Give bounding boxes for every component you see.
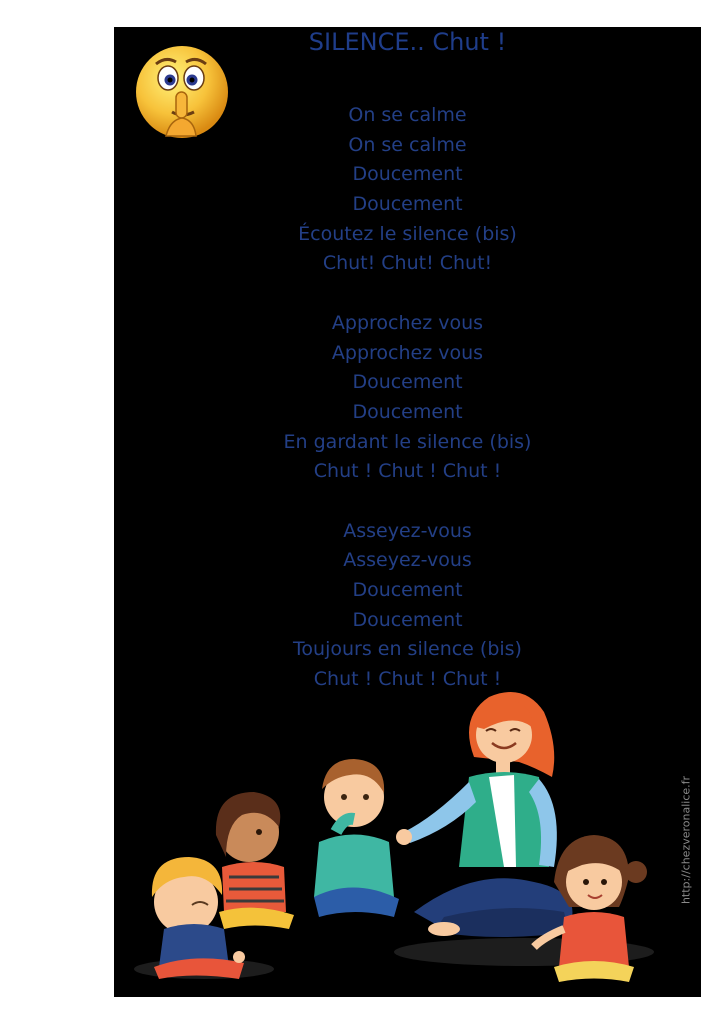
lyric-line: Doucement — [352, 400, 463, 423]
lyric-line: Asseyez-vous — [343, 549, 472, 572]
lyric-line: Asseyez-vous — [343, 519, 472, 542]
lyric-line: Approchez vous — [331, 341, 484, 364]
song-lyrics — [114, 101, 701, 724]
lyric-line: Chut! Chut! Chut! — [322, 252, 493, 275]
lyric-line: Doucement — [352, 608, 463, 631]
teacher-figure — [396, 692, 572, 937]
stanza-2 — [114, 309, 701, 487]
lyric-line: Écoutez le silence (bis) — [298, 222, 517, 245]
lyric-line: Doucement — [352, 193, 463, 216]
lyric-line: En gardant le silence (bis) — [283, 430, 532, 453]
lyric-line: Doucement — [352, 371, 463, 394]
song-title: SILENCE.. Chut ! — [308, 28, 507, 56]
girl-left-figure — [216, 792, 294, 929]
lyric-line: Toujours en silence (bis) — [293, 638, 522, 661]
lyric-line: Chut ! Chut ! Chut ! — [313, 460, 502, 483]
lyric-line: Doucement — [352, 163, 463, 186]
lyric-line: On se calme — [348, 133, 467, 156]
lyric-line: On se calme — [348, 104, 467, 126]
boy-shushing-figure — [314, 759, 399, 917]
website-url: http://chezveronalice.fr — [679, 775, 693, 905]
stanza-1 — [114, 101, 701, 279]
lyric-line: Doucement — [352, 579, 463, 601]
lyric-line: Approchez vous — [331, 311, 484, 334]
lyric-line: Chut ! Chut ! Chut ! — [313, 668, 502, 691]
children-sitting-with-teacher-illustration — [114, 667, 701, 997]
song-sheet — [114, 27, 701, 997]
